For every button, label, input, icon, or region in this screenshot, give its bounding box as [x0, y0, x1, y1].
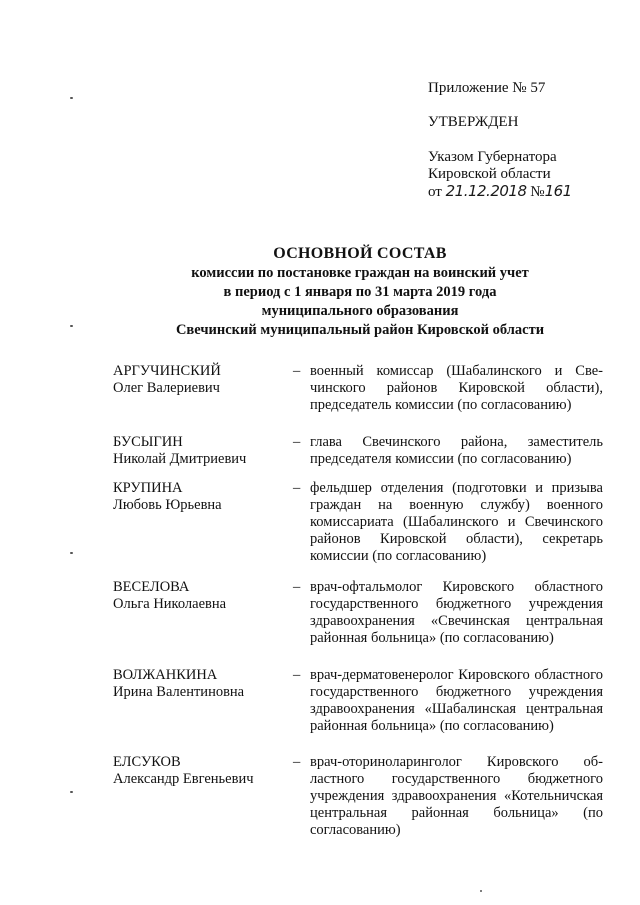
handwritten-date: 21.12.2018	[445, 182, 527, 200]
member-dash: –	[293, 434, 301, 450]
member-given-name: Николай Дмитриевич	[113, 451, 247, 467]
member-surname: ВОЛЖАНКИНА	[113, 667, 218, 683]
decree-line-2: Кировской области	[428, 166, 551, 182]
member-given-name: Ирина Валентиновна	[113, 684, 245, 700]
member-given-name: Ольга Николаевна	[113, 596, 227, 612]
member-entry	[113, 363, 603, 414]
member-dash: –	[293, 579, 301, 595]
approval-block	[428, 80, 628, 201]
appendix-number: Приложение № 57	[428, 80, 546, 96]
member-entry	[113, 754, 603, 839]
scan-speck	[70, 552, 73, 554]
member-entry	[113, 480, 603, 565]
date-prefix: от	[428, 184, 442, 200]
member-role: врач-оториноларинголог Кировского областного государственного бюджетного учреждения здравоохранения «Котельничская центральная районная больница» (по согласованию)	[310, 754, 603, 838]
member-role: врач-дерматовенеролог Кировского областного государственного бюджетного учреждения здравоохранения «Шабалинская центральная районная больница» (по согласованию)	[310, 667, 603, 734]
heading-line-3: муниципального образования	[261, 303, 459, 319]
member-name	[113, 363, 293, 414]
number-prefix: №	[530, 184, 545, 200]
decree-date-line	[428, 183, 628, 201]
member-entry	[113, 667, 603, 735]
decree-line-1: Указом Губернатора	[428, 149, 557, 165]
member-surname: АРГУЧИНСКИЙ	[113, 363, 221, 379]
member-name	[113, 480, 293, 565]
member-role: фельдшер отделения (подготовки и призыва граждан на военную службу) военного комиссариата (Шабалинского и Свечинского районов Кировской области), секретарь комиссии (по согласованию)	[310, 480, 603, 564]
member-role: глава Свечинского района, заместитель председателя комиссии (по согласованию)	[310, 434, 603, 467]
member-entry	[113, 434, 603, 468]
handwritten-number: 161	[544, 182, 572, 200]
scan-speck	[70, 97, 73, 99]
members-list	[113, 363, 603, 839]
heading-title: ОСНОВНОЙ СОСТАВ	[273, 245, 447, 262]
member-dash: –	[293, 480, 301, 496]
member-surname: ВЕСЕЛОВА	[113, 579, 190, 595]
member-name	[113, 579, 293, 647]
scan-speck	[480, 890, 482, 892]
member-given-name: Олег Валериевич	[113, 380, 220, 396]
member-name	[113, 754, 293, 839]
member-surname: КРУПИНА	[113, 480, 183, 496]
member-role: врач-офтальмолог Кировского областного государственного бюджетного учреждения здравоохранения «Свечинская центральная районная больница» (по согласованию)	[310, 579, 603, 646]
member-given-name: Александр Евгеньевич	[113, 771, 254, 787]
member-dash: –	[293, 667, 301, 683]
member-role: военный комиссар (Шабалинского и Свечинского районов Кировской области), председатель комиссии (по согласованию)	[310, 363, 603, 413]
member-surname: БУСЫГИН	[113, 434, 183, 450]
scan-speck	[70, 791, 73, 793]
approved-label: УТВЕРЖДЕН	[428, 114, 519, 130]
heading-line-2: в период с 1 января по 31 марта 2019 года	[223, 284, 497, 300]
member-name	[113, 667, 293, 735]
heading-line-1: комиссии по постановке граждан на воинский учет	[191, 265, 529, 281]
scan-speck	[70, 325, 73, 327]
document-heading	[100, 244, 620, 340]
member-dash: –	[293, 363, 301, 379]
member-dash: –	[293, 754, 301, 770]
heading-line-4: Свечинский муниципальный район Кировской области	[175, 322, 545, 338]
member-surname: ЕЛСУКОВ	[113, 754, 181, 770]
member-entry	[113, 579, 603, 647]
member-name	[113, 434, 293, 468]
member-given-name: Любовь Юрьевна	[113, 497, 222, 513]
